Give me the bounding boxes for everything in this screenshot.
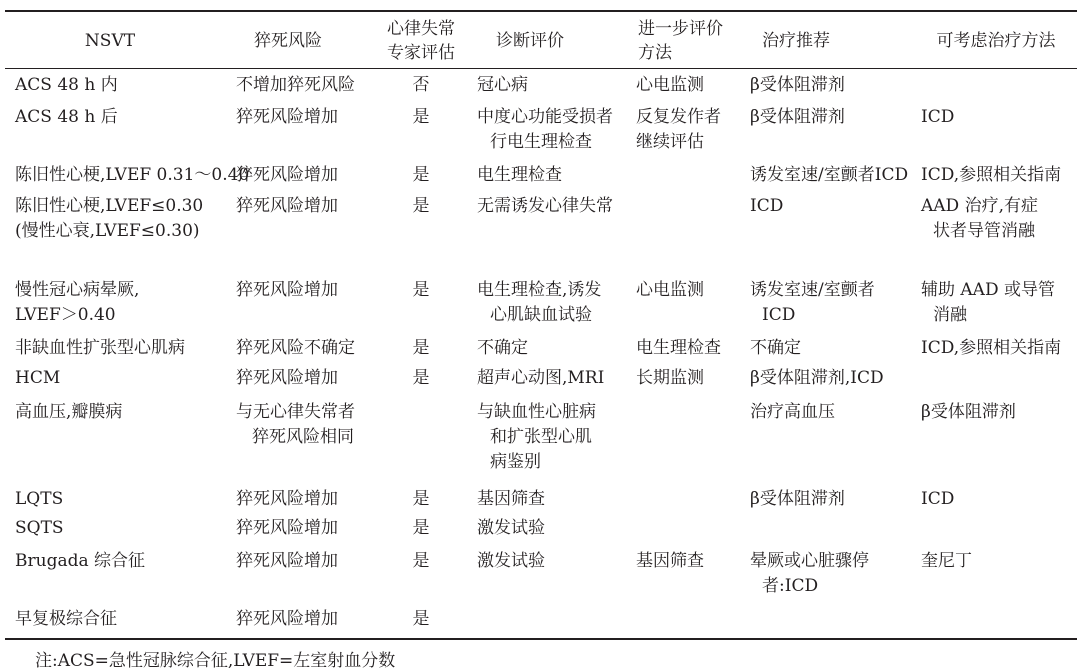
cell-nsvt: LQTS bbox=[15, 489, 64, 509]
cell-arrhythmia-expert-eval: 是 bbox=[412, 196, 430, 216]
cell-sudden-death-risk: 猝死风险增加 bbox=[236, 551, 338, 571]
cell-diagnostic-eval: 激发试验 bbox=[477, 551, 545, 571]
cell-sudden-death-risk: 猝死风险不确定 bbox=[236, 338, 355, 358]
cell-nsvt: SQTS bbox=[15, 518, 64, 538]
header-optional-treatment: 可考虑治疗方法 bbox=[936, 31, 1056, 51]
cell-nsvt: (慢性心衰,LVEF≤0.30) bbox=[15, 221, 200, 241]
cell-nsvt: 陈旧性心梗,LVEF 0.31～0.40 bbox=[15, 165, 250, 185]
cell-arrhythmia-expert-eval: 是 bbox=[412, 609, 430, 629]
cell-diagnostic-eval: 病鉴别 bbox=[490, 452, 541, 472]
cell-nsvt: 慢性冠心病晕厥, bbox=[15, 280, 140, 300]
cell-treatment-recommendation: β受体阻滞剂 bbox=[750, 107, 845, 127]
cell-diagnostic-eval: 和扩张型心肌 bbox=[490, 427, 592, 447]
cell-optional-treatment: 奎尼丁 bbox=[921, 551, 972, 571]
cell-further-eval: 心电监测 bbox=[636, 280, 704, 300]
cell-sudden-death-risk: 猝死风险增加 bbox=[236, 368, 338, 388]
cell-diagnostic-eval: 基因筛查 bbox=[477, 489, 545, 509]
cell-treatment-recommendation: 治疗高血压 bbox=[750, 402, 835, 422]
cell-further-eval: 反复发作者 bbox=[636, 107, 721, 127]
cell-sudden-death-risk: 猝死风险增加 bbox=[236, 107, 338, 127]
cell-arrhythmia-expert-eval: 否 bbox=[412, 75, 430, 95]
cell-treatment-recommendation: 诱发室速/室颤者 bbox=[750, 280, 875, 300]
cell-sudden-death-risk: 猝死风险增加 bbox=[236, 196, 338, 216]
cell-nsvt: ACS 48 h 内 bbox=[15, 75, 118, 95]
cell-treatment-recommendation: 诱发室速/室颤者ICD bbox=[750, 165, 909, 185]
cell-further-eval: 长期监测 bbox=[636, 368, 704, 388]
cell-diagnostic-eval: 心肌缺血试验 bbox=[490, 305, 592, 325]
table-bottom-rule bbox=[5, 638, 1077, 640]
cell-further-eval: 继续评估 bbox=[636, 132, 704, 152]
cell-optional-treatment: ICD bbox=[921, 489, 955, 509]
cell-sudden-death-risk: 猝死风险增加 bbox=[236, 489, 338, 509]
cell-treatment-recommendation: 者:ICD bbox=[762, 576, 819, 596]
cell-treatment-recommendation: 不确定 bbox=[750, 338, 801, 358]
cell-optional-treatment: 状者导管消融 bbox=[933, 221, 1035, 241]
cell-nsvt: LVEF＞0.40 bbox=[15, 305, 116, 325]
cell-optional-treatment: 辅助 AAD 或导管 bbox=[921, 280, 1055, 300]
cell-diagnostic-eval: 超声心动图,MRI bbox=[477, 368, 605, 388]
cell-diagnostic-eval: 中度心功能受损者 bbox=[477, 107, 613, 127]
header-nsvt: NSVT bbox=[84, 31, 136, 51]
table-footnote: 注:ACS=急性冠脉综合征,LVEF=左室射血分数 bbox=[35, 651, 396, 671]
table-header-rule bbox=[5, 68, 1077, 69]
cell-diagnostic-eval: 与缺血性心脏病 bbox=[477, 402, 596, 422]
cell-sudden-death-risk: 猝死风险相同 bbox=[252, 427, 354, 447]
cell-optional-treatment: ICD,参照相关指南 bbox=[921, 338, 1062, 358]
cell-diagnostic-eval: 行电生理检查 bbox=[490, 132, 592, 152]
cell-arrhythmia-expert-eval: 是 bbox=[412, 338, 430, 358]
cell-sudden-death-risk: 猝死风险增加 bbox=[236, 518, 338, 538]
cell-optional-treatment: AAD 治疗,有症 bbox=[921, 196, 1038, 216]
cell-diagnostic-eval: 激发试验 bbox=[477, 518, 545, 538]
cell-diagnostic-eval: 电生理检查 bbox=[477, 165, 562, 185]
cell-treatment-recommendation: β受体阻滞剂,ICD bbox=[750, 368, 884, 388]
header-arrhythmia-expert-eval: 心律失常 bbox=[387, 19, 455, 39]
cell-optional-treatment: ICD,参照相关指南 bbox=[921, 165, 1062, 185]
header-treatment-recommendation: 治疗推荐 bbox=[762, 31, 830, 51]
cell-optional-treatment: 消融 bbox=[933, 305, 967, 325]
cell-optional-treatment: β受体阻滞剂 bbox=[921, 402, 1016, 422]
header-sudden-death-risk: 猝死风险 bbox=[254, 31, 322, 51]
header-arrhythmia-expert-eval: 专家评估 bbox=[387, 43, 455, 63]
cell-arrhythmia-expert-eval: 是 bbox=[412, 551, 430, 571]
cell-diagnostic-eval: 无需诱发心律失常 bbox=[477, 196, 613, 216]
cell-diagnostic-eval: 电生理检查,诱发 bbox=[477, 280, 602, 300]
cell-treatment-recommendation: ICD bbox=[750, 196, 784, 216]
header-further-eval: 进一步评价 bbox=[638, 19, 723, 39]
cell-diagnostic-eval: 冠心病 bbox=[477, 75, 528, 95]
cell-nsvt: 高血压,瓣膜病 bbox=[15, 402, 123, 422]
cell-arrhythmia-expert-eval: 是 bbox=[412, 489, 430, 509]
header-further-eval: 方法 bbox=[638, 43, 672, 63]
table-top-rule bbox=[5, 10, 1077, 12]
header-diagnostic-eval: 诊断评价 bbox=[496, 31, 564, 51]
cell-sudden-death-risk: 猝死风险增加 bbox=[236, 280, 338, 300]
cell-arrhythmia-expert-eval: 是 bbox=[412, 107, 430, 127]
cell-arrhythmia-expert-eval: 是 bbox=[412, 518, 430, 538]
cell-diagnostic-eval: 不确定 bbox=[477, 338, 528, 358]
cell-arrhythmia-expert-eval: 是 bbox=[412, 280, 430, 300]
cell-treatment-recommendation: 晕厥或心脏骤停 bbox=[750, 551, 869, 571]
cell-arrhythmia-expert-eval: 是 bbox=[412, 165, 430, 185]
cell-nsvt: 陈旧性心梗,LVEF≤0.30 bbox=[15, 196, 204, 216]
cell-optional-treatment: ICD bbox=[921, 107, 955, 127]
cell-further-eval: 基因筛查 bbox=[636, 551, 704, 571]
cell-nsvt: 非缺血性扩张型心肌病 bbox=[15, 338, 185, 358]
cell-nsvt: HCM bbox=[15, 368, 61, 388]
cell-treatment-recommendation: ICD bbox=[762, 305, 796, 325]
cell-sudden-death-risk: 不增加猝死风险 bbox=[236, 75, 355, 95]
cell-further-eval: 心电监测 bbox=[636, 75, 704, 95]
cell-nsvt: 早复极综合征 bbox=[15, 609, 117, 629]
cell-nsvt: ACS 48 h 后 bbox=[15, 107, 118, 127]
cell-treatment-recommendation: β受体阻滞剂 bbox=[750, 489, 845, 509]
cell-sudden-death-risk: 猝死风险增加 bbox=[236, 165, 338, 185]
cell-sudden-death-risk: 猝死风险增加 bbox=[236, 609, 338, 629]
cell-arrhythmia-expert-eval: 是 bbox=[412, 368, 430, 388]
cell-sudden-death-risk: 与无心律失常者 bbox=[236, 402, 355, 422]
cell-further-eval: 电生理检查 bbox=[636, 338, 721, 358]
cell-treatment-recommendation: β受体阻滞剂 bbox=[750, 75, 845, 95]
cell-nsvt: Brugada 综合征 bbox=[15, 551, 146, 571]
